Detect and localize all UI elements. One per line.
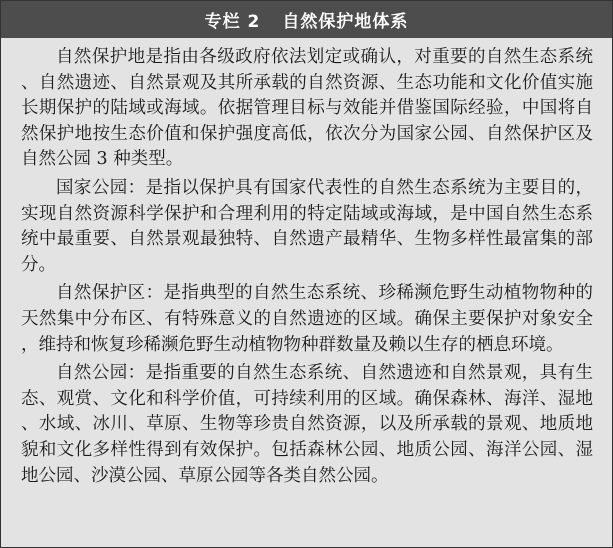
column-title: 自然保护地体系 xyxy=(282,12,409,32)
column-header xyxy=(1,1,612,38)
column-label: 专栏 2 xyxy=(204,12,261,32)
paragraph-national-park: 国家公园：是指以保护具有国家代表性的自然生态系统为主要目的，实现自然资源科学保护和合理利用的特定陆域或海域，是中国自然生态系统中最重要、自然景观最独特、自然遗产最精华、生物多样性最富集的部分。 xyxy=(21,177,593,275)
column-body xyxy=(21,45,593,489)
paragraph-nature-reserve: 自然保护区：是指典型的自然生态系统、珍稀濒危野生动植物物种的天然集中分布区、有特殊意义的自然遗迹的区域。确保主要保护对象安全，维持和恢复珍稀濒危野生动植物物种群数量及赖以生存的栖息环境。 xyxy=(21,283,593,355)
paragraph-nature-park: 自然公园：是指重要的自然生态系统、自然遗迹和自然景观，具有生态、观赏、文化和科学价值，可持续利用的区域。确保森林、海洋、湿地、水域、冰川、草原、生物等珍贵自然资源，以及所承载的景观、地质地貌和文化多样性得到有效保护。包括森林公园、地质公园、海洋公园、湿地公园、沙漠公园、草原公园等各类自然公园。 xyxy=(21,363,593,486)
paragraph-definition: 自然保护地是指由各级政府依法划定或确认，对重要的自然生态系统、自然遗迹、自然景观及其所承载的自然资源、生态功能和文化价值实施长期保护的陆域或海域。依据管理目标与效能并借鉴国际经验，中国将自然保护地按生态价值和保护强度高低，依次分为国家公园、自然保护区及自然公园 3 种类型。 xyxy=(21,47,593,170)
